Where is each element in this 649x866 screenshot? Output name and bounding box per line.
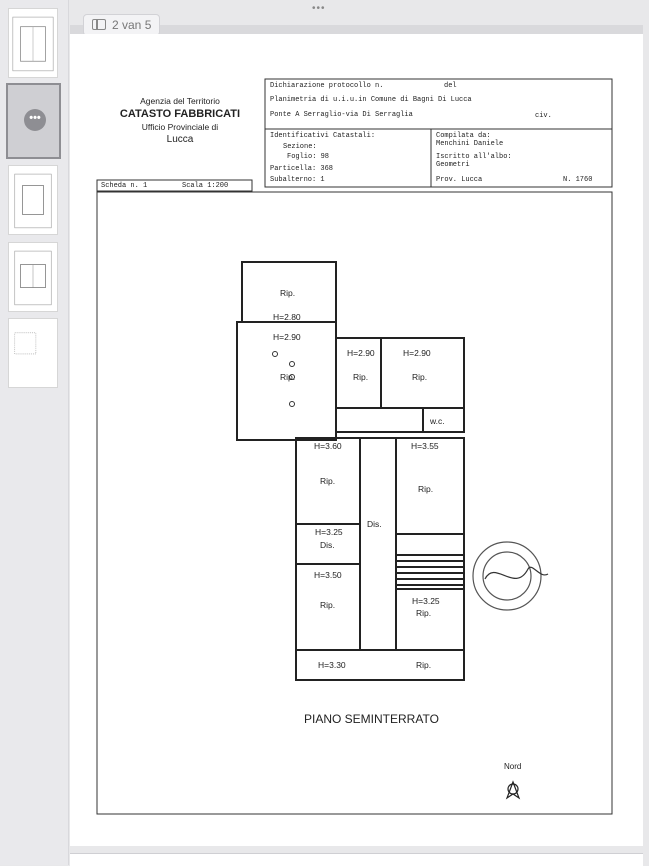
room-label-wc: w.c.: [430, 416, 445, 426]
civ-label: civ.: [535, 112, 552, 120]
prov-label: Prov. Lucca: [436, 176, 483, 184]
subalterno: Subalterno: 1: [270, 176, 325, 184]
height-label-2: H=2.90: [273, 332, 301, 342]
room-label-corridor: Dis.: [367, 519, 382, 529]
protocol-del: del: [444, 82, 457, 90]
agency-name: Agenzia del Territorio: [140, 96, 220, 106]
height-label-6: H=3.55: [411, 441, 439, 451]
page-thumbnail-3[interactable]: [8, 165, 58, 235]
compilata-name: Menchini Daniele: [436, 140, 504, 148]
next-page-edge: [70, 853, 643, 866]
scheda-label: Scheda n. 1: [101, 182, 148, 190]
height-label-10: H=3.30: [318, 660, 346, 670]
height-label-5: H=3.60: [314, 441, 342, 451]
page-thumbnail-2-selected[interactable]: [6, 83, 61, 159]
planimetria-line: Planimetria di u.i.u.in Comune di Bagni Di Lucca: [270, 96, 472, 104]
registration-number: N. 1760: [563, 176, 593, 184]
cadastral-sheet: [70, 34, 643, 846]
height-label-8: H=3.50: [314, 570, 342, 580]
iscritto-value: Geometri: [436, 161, 470, 169]
room-label-6: Rip.: [418, 484, 434, 494]
sezione: Sezione:: [283, 143, 317, 151]
page-indicator: [83, 14, 160, 36]
professional-stamp: [473, 542, 548, 610]
agency-city: Lucca: [166, 134, 194, 145]
room-label-10: Rip.: [416, 660, 432, 670]
room-label-3: Rip.: [353, 372, 369, 382]
north-label: Nord: [504, 762, 522, 771]
page-indicator-label: 2 van 5: [112, 18, 152, 32]
sidebar-toggle-icon: [92, 19, 106, 30]
height-label-4: H=2.90: [403, 348, 431, 358]
room-label-7: Dis.: [320, 540, 335, 550]
particella: Particella: 368: [270, 165, 334, 173]
more-options-icon[interactable]: •••: [24, 109, 46, 131]
room-label-8: Rip.: [320, 600, 336, 610]
height-label-1: H=2.80: [273, 312, 301, 322]
window-handle[interactable]: •••: [312, 3, 326, 14]
iscritto-label: Iscritto all'albo:: [436, 153, 512, 161]
room-label-9: Rip.: [416, 608, 432, 618]
north-arrow-icon: [507, 782, 519, 798]
room-label-5: Rip.: [320, 476, 336, 486]
height-label-7: H=3.25: [315, 527, 343, 537]
page-thumbnail-1[interactable]: [8, 8, 58, 78]
agency-office: Ufficio Provinciale di: [141, 122, 219, 132]
foglio: Foglio: 98: [287, 153, 330, 161]
room-label-2: Rip.: [280, 372, 296, 382]
room-label-1: Rip.: [280, 288, 296, 298]
scala-label: Scala 1:200: [182, 182, 229, 190]
document-page: [70, 34, 643, 846]
ident-label: Identificativi Catastali:: [270, 132, 376, 140]
room-label-4: Rip.: [412, 372, 428, 382]
page-thumbnail-4[interactable]: [8, 242, 58, 312]
protocol-label: Dichiarazione protocollo n.: [270, 82, 384, 90]
address-line: Ponte A Serraglio-via Di Serraglia: [270, 111, 413, 119]
floor-title: PIANO SEMINTERRATO: [304, 712, 439, 726]
compilata-label: Compilata da:: [436, 132, 491, 140]
height-label-3: H=2.90: [347, 348, 375, 358]
thumbnail-sidebar: [0, 0, 69, 865]
agency-catasto: CATASTO FABBRICATI: [119, 108, 241, 120]
page-thumbnail-5[interactable]: [8, 318, 58, 388]
height-label-9: H=3.25: [412, 596, 440, 606]
